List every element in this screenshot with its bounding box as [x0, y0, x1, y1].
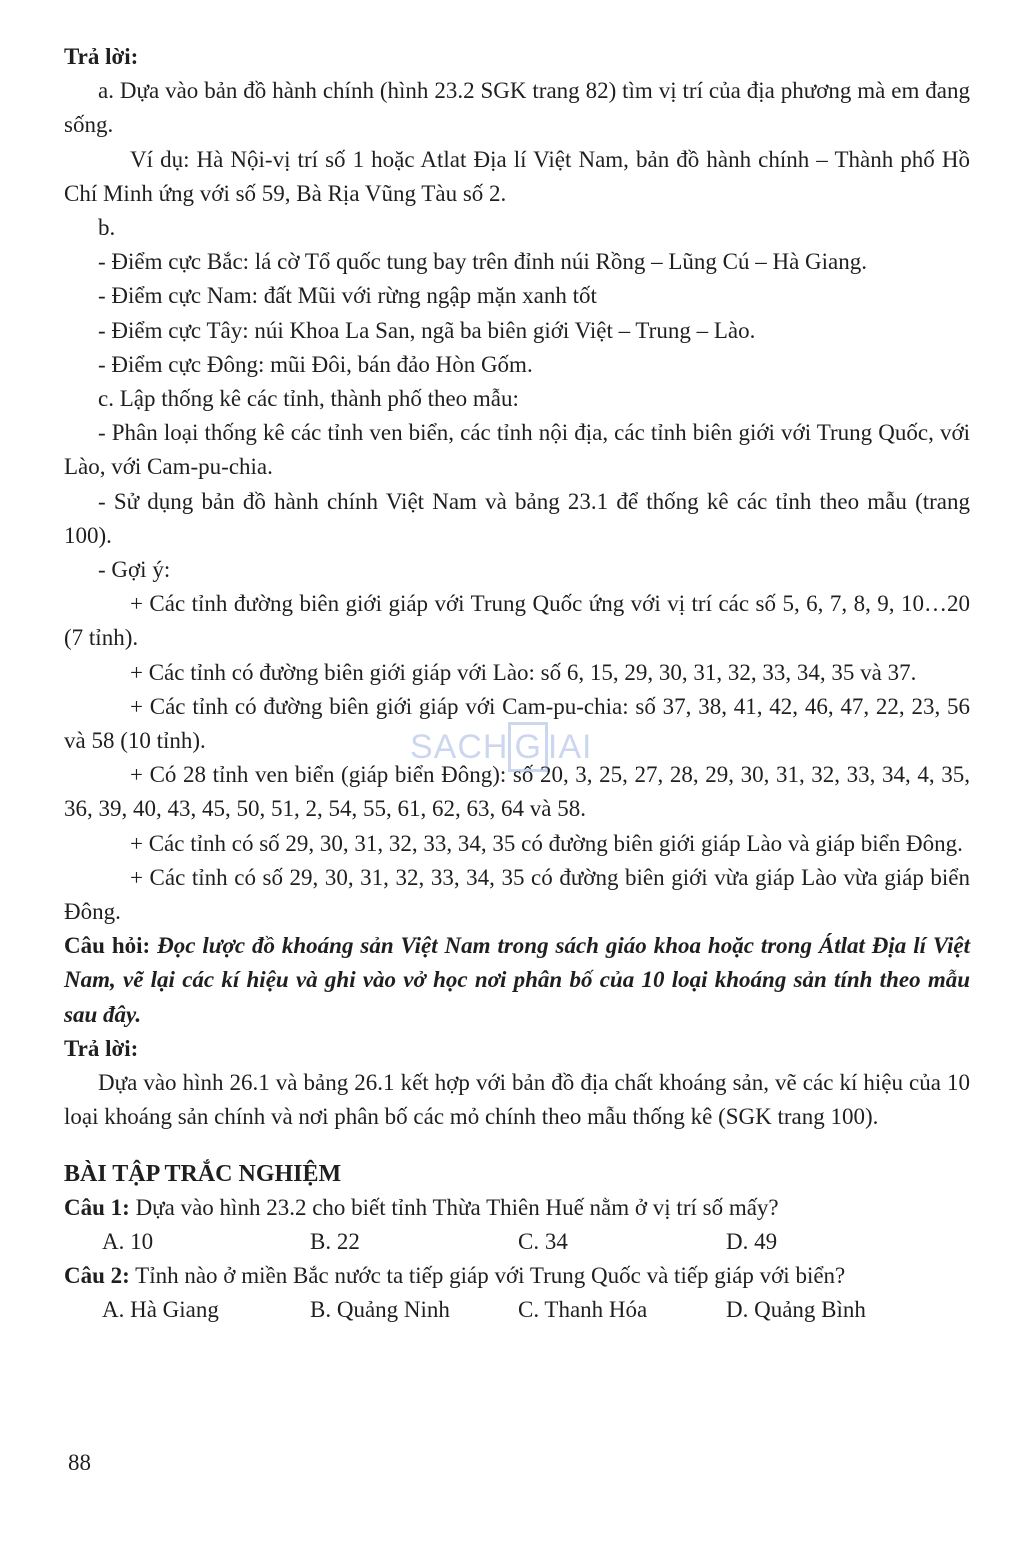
hint-item: + Các tỉnh có số 29, 30, 31, 32, 33, 34, 35 có đường biên giới giáp Lào và giáp biển Đông.: [130, 830, 963, 856]
part-b-item: - Điểm cực Bắc: lá cờ Tổ quốc tung bay trên đỉnh núi Rồng – Lũng Cú – Hà Giang.: [98, 249, 867, 275]
hint-item: + Các tỉnh có số 29, 30, 31, 32, 33, 34, 35 có đường biên giới vừa giáp Lào vừa giáp biển Đông.: [64, 864, 970, 925]
q2-option-d: D. Quảng Bình: [726, 1297, 866, 1323]
q1-option-a: A. 10: [102, 1228, 154, 1254]
watermark-left: SACH: [410, 728, 509, 766]
q1-option-c: C. 34: [518, 1228, 568, 1254]
answer-label: Trả lời:: [64, 44, 139, 69]
part-a-text: a. Dựa vào bản đồ hành chính (hình 23.2 SGK trang 82) tìm vị trí của địa phương mà em đang sống.: [64, 78, 970, 138]
watermark-mid: G: [508, 722, 547, 772]
q1-option-b: B. 22: [310, 1228, 360, 1254]
part-b-item: - Điểm cực Tây: núi Khoa La San, ngã ba biên giới Việt – Trung – Lào.: [98, 317, 756, 343]
question-1: [64, 1191, 970, 1225]
hint-item: + Có 28 tỉnh ven biển (giáp biển Đông): số 20, 3, 25, 27, 28, 29, 30, 31, 32, 33, 34, 4, 35, 36, 39, 40, 43, 45, 50, 51, 2, 54, 55, 61, 62, 63, 64 và 58.: [64, 762, 970, 822]
hint-item: + Các tỉnh đường biên giới giáp với Trung Quốc ứng với vị trí các số 5, 6, 7, 8, 9, 10…20 (7 tỉnh).: [64, 591, 970, 651]
page-content: [64, 40, 970, 1328]
q1-label: Câu 1:: [64, 1194, 130, 1220]
q2-options: [64, 1293, 970, 1327]
q1-option-d: D. 49: [726, 1228, 778, 1254]
q2-option-a: A. Hà Giang: [102, 1297, 219, 1323]
hint-label: - Gợi ý:: [98, 557, 171, 583]
q2-option-c: C. Thanh Hóa: [518, 1297, 648, 1323]
watermark-right: IAI: [547, 728, 593, 766]
question-text: Đọc lược đồ khoáng sản Việt Nam trong sách giáo khoa hoặc trong Átlat Địa lí Việt Nam, vẽ lại các kí hiệu và ghi vào vở học nơi phân bố của 10 loại khoáng sản tính theo mẫu sau đây.: [64, 933, 970, 1027]
question-2: [64, 1259, 970, 1293]
part-c-item: - Sử dụng bản đồ hành chính Việt Nam và bảng 23.1 để thống kê các tỉnh theo mẫu (trang 100).: [64, 488, 970, 548]
part-b-label: b.: [98, 215, 116, 241]
hint-item: + Các tỉnh có đường biên giới giáp với Cam-pu-chia: số 37, 38, 41, 42, 46, 47, 22, 23, 56 và 58 (10 tỉnh).: [64, 693, 970, 754]
answer-text: Dựa vào hình 26.1 và bảng 26.1 kết hợp với bản đồ địa chất khoáng sản, vẽ các kí hiệu của 10 loại khoáng sản chính và nơi phân bố các mỏ chính theo mẫu thống kê (SGK trang 100).: [64, 1070, 970, 1130]
watermark-logo: [410, 722, 593, 772]
page-number: 88: [68, 1450, 91, 1475]
hint-item: + Các tỉnh có đường biên giới giáp với Lào: số 6, 15, 29, 30, 31, 32, 33, 34, 35 và 37.: [130, 659, 917, 685]
q1-text: Dựa vào hình 23.2 cho biết tỉnh Thừa Thiên Huế nằm ở vị trí số mấy?: [135, 1194, 779, 1220]
question: [64, 929, 970, 1032]
part-b-item: - Điểm cực Nam: đất Mũi với rừng ngập mặn xanh tốt: [98, 283, 597, 309]
part-c-label: c. Lập thống kê các tỉnh, thành phố theo mẫu:: [98, 386, 519, 412]
q2-text: Tỉnh nào ở miền Bắc nước ta tiếp giáp với Trung Quốc và tiếp giáp với biển?: [135, 1263, 846, 1289]
part-a-example: Ví dụ: Hà Nội-vị trí số 1 hoặc Atlat Địa lí Việt Nam, bản đồ hành chính – Thành phố Hồ Chí Minh ứng với số 59, Bà Rịa Vũng Tàu số 2.: [64, 146, 970, 206]
q1-options: [64, 1225, 970, 1259]
q2-option-b: B. Quảng Ninh: [310, 1297, 450, 1323]
section-title: BÀI TẬP TRẮC NGHIỆM: [64, 1160, 342, 1187]
question-label: Câu hỏi:: [64, 933, 151, 959]
part-c-item: - Phân loại thống kê các tỉnh ven biển, các tỉnh nội địa, các tỉnh biên giới với Trung Quốc, với Lào, với Cam-pu-chia.: [64, 420, 970, 480]
answer-label: Trả lời:: [64, 1035, 139, 1061]
q2-label: Câu 2:: [64, 1263, 130, 1289]
part-b-item: - Điểm cực Đông: mũi Đôi, bán đảo Hòn Gốm.: [98, 351, 533, 377]
